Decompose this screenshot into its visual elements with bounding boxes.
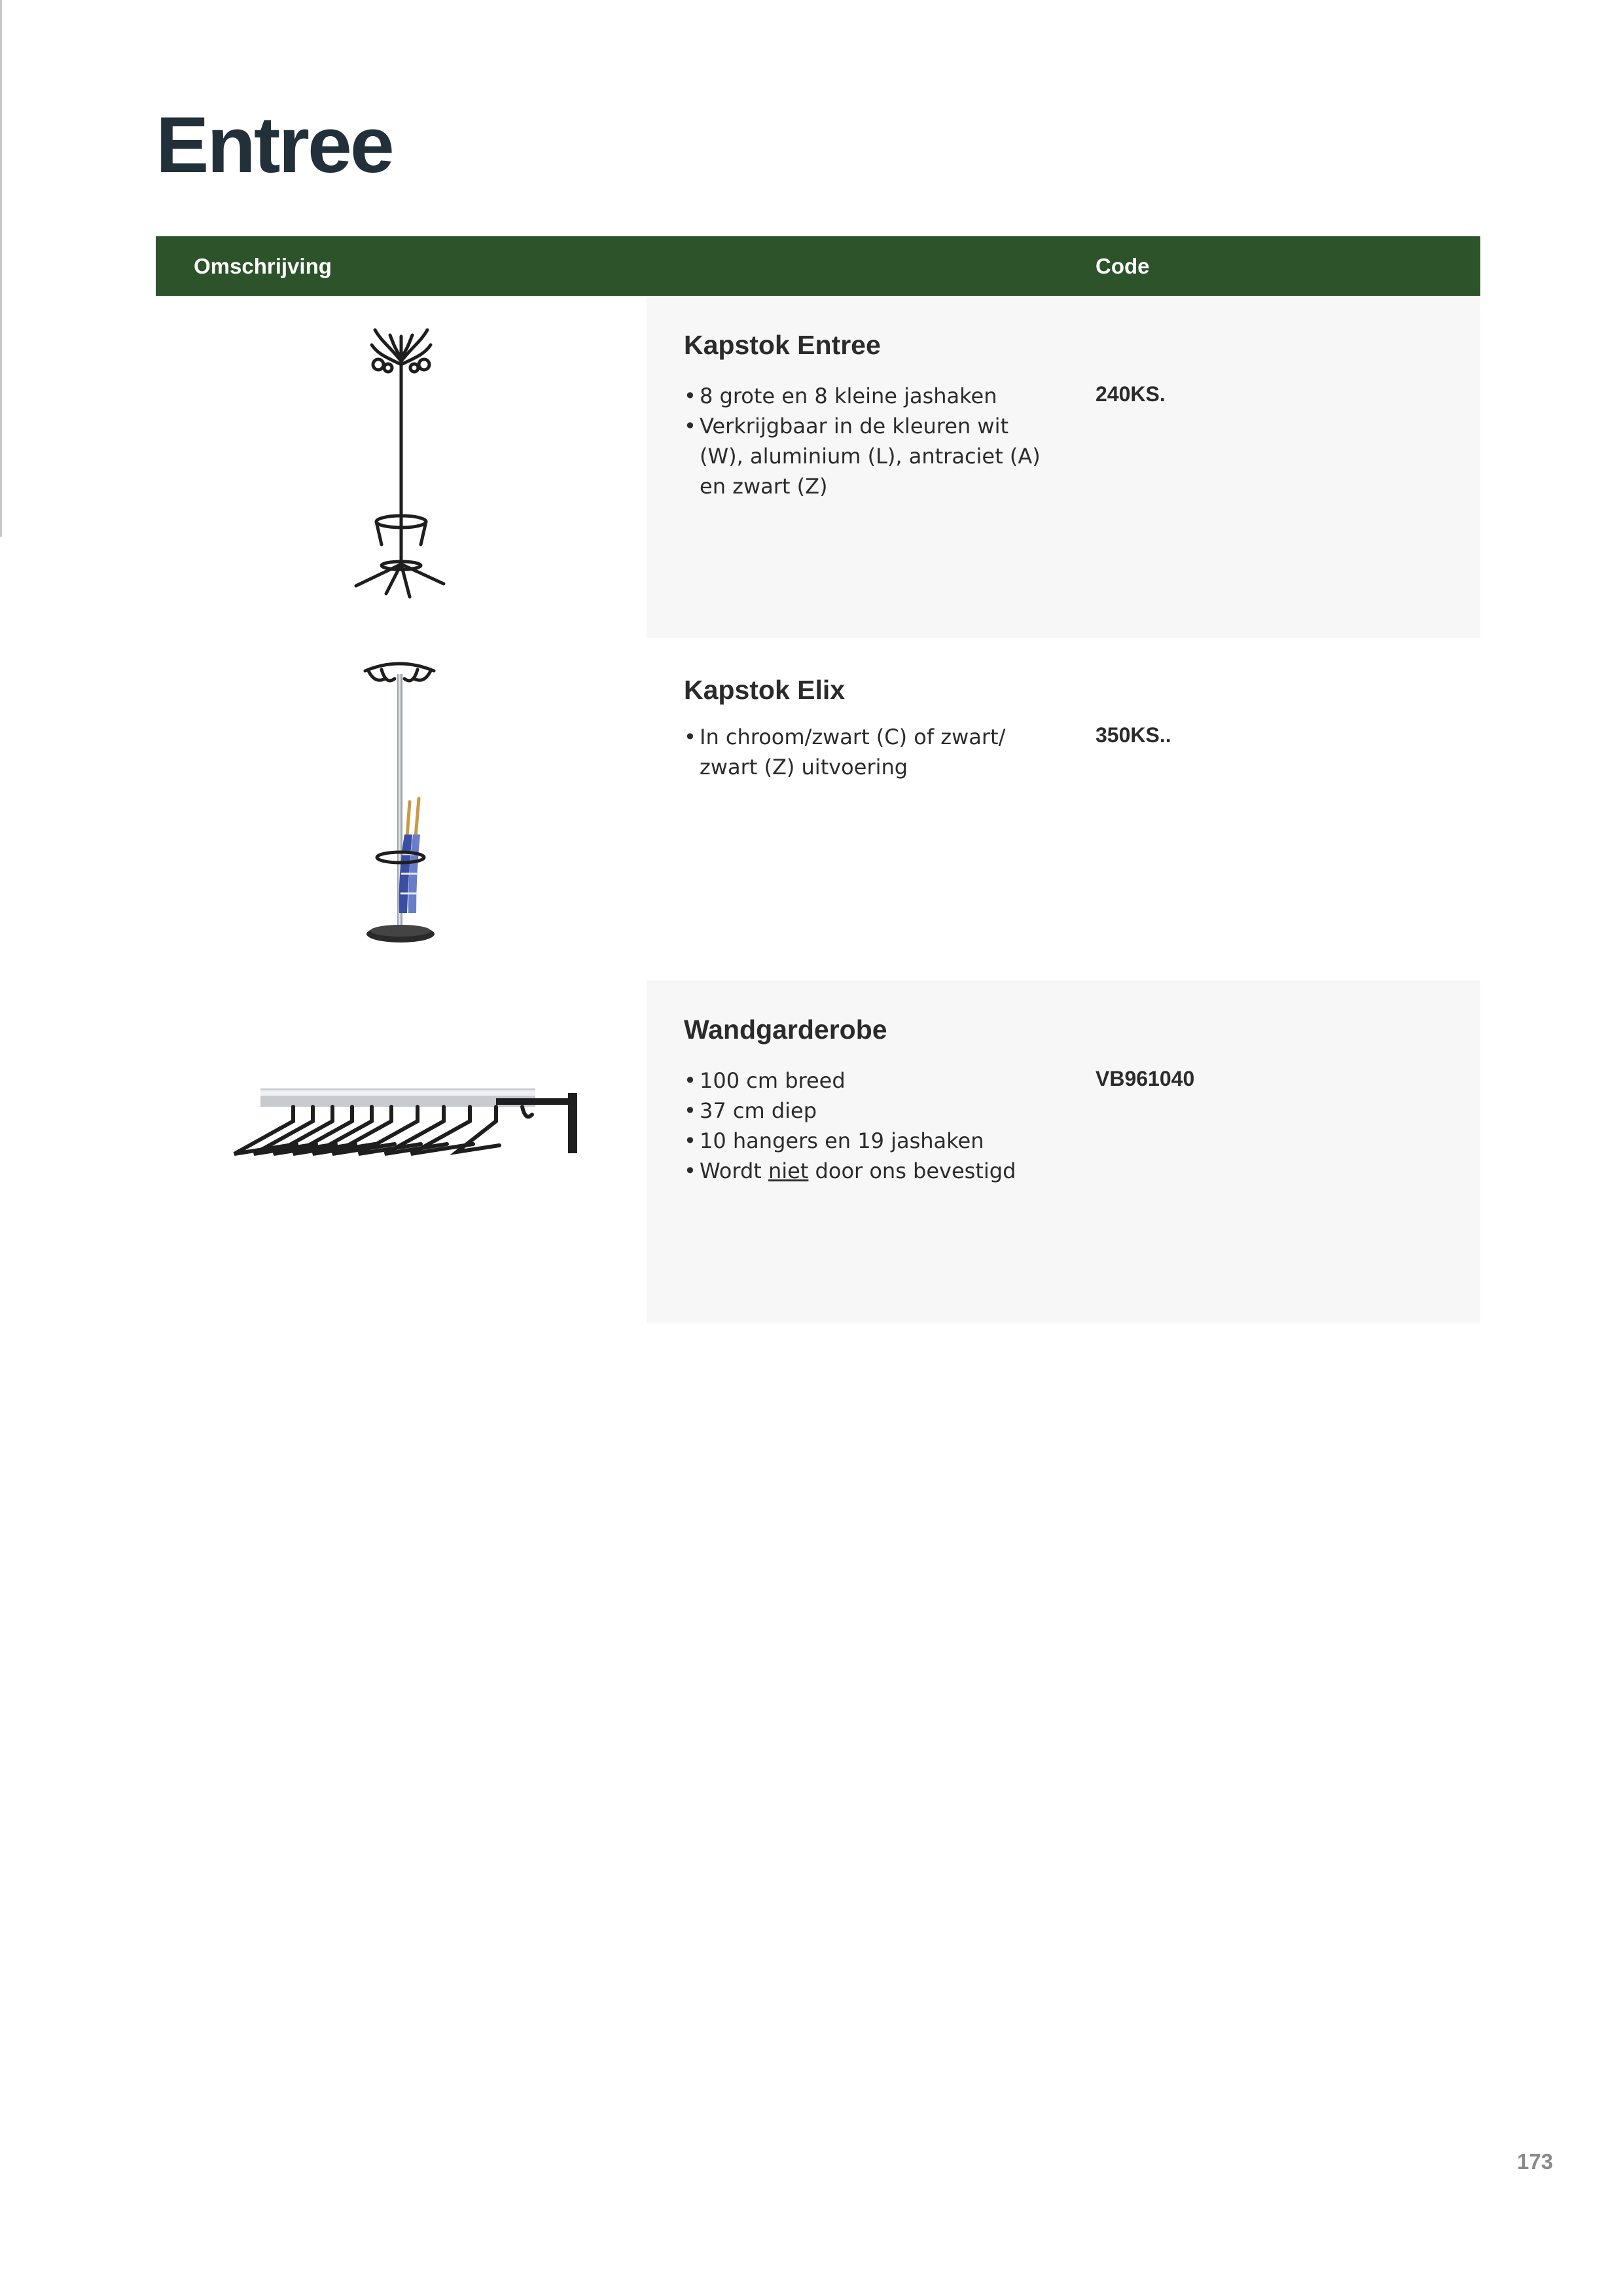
feature-text-pre: Wordt: [700, 1158, 768, 1183]
product-code: 240KS.: [1096, 382, 1166, 406]
product-panel: [647, 296, 1480, 638]
table-header: [156, 236, 1480, 296]
product-title: Wandgarderobe: [684, 1014, 887, 1045]
feature-item: • 8 grote en 8 kleine jashaken: [684, 381, 1050, 411]
feature-item: [684, 1156, 1050, 1186]
product-code: VB961040: [1096, 1067, 1195, 1090]
feature-text-underlined: niet: [768, 1158, 809, 1183]
product-row-kapstok-entree: [156, 296, 1480, 638]
product-row-wandgarderobe: [156, 980, 1480, 1323]
header-code: Code: [1096, 254, 1150, 278]
wall-coat-rack-icon: [156, 980, 647, 1323]
product-row-kapstok-elix: [156, 638, 1480, 980]
product-panel: [647, 980, 1480, 1323]
feature-item: • 37 cm diep: [684, 1096, 1050, 1126]
coat-stand-umbrella-icon: [156, 638, 647, 980]
coat-stand-icon: [156, 296, 647, 638]
feature-item: • In chroom/zwart (C) of zwart/ zwart (Z) uitvoering: [684, 722, 1050, 782]
page-title: Entree: [156, 100, 393, 189]
feature-list: [684, 381, 1050, 501]
feature-list: [684, 722, 1050, 782]
feature-item: • Verkrijgbaar in de kleuren wit (W), aluminium (L), antraciet (A) en zwart (Z): [684, 411, 1050, 501]
product-title: Kapstok Entree: [684, 330, 881, 360]
product-title: Kapstok Elix: [684, 675, 846, 705]
feature-text-post: door ons bevestigd: [808, 1158, 1016, 1183]
page-edge-line: [0, 0, 2, 537]
product-code: 350KS..: [1096, 723, 1171, 747]
product-panel: [647, 638, 1480, 980]
feature-item: • 100 cm breed: [684, 1066, 1050, 1096]
feature-item: • 10 hangers en 19 jashaken: [684, 1126, 1050, 1156]
page-number: 173: [1517, 2149, 1554, 2174]
feature-list: [684, 1066, 1050, 1186]
header-description: Omschrijving: [194, 254, 332, 278]
